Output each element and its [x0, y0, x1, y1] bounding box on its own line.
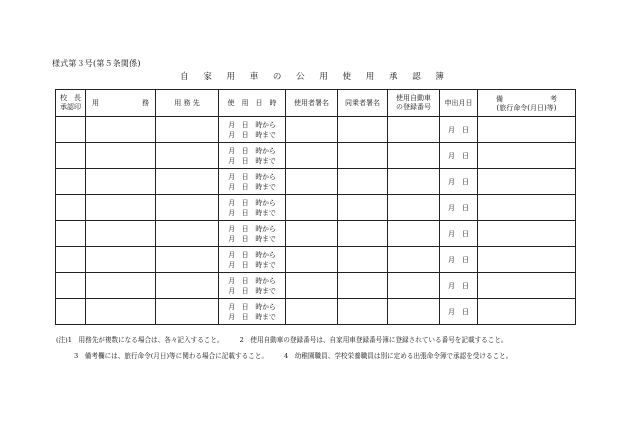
datetime-to: 月 日 時まで	[228, 286, 276, 295]
request-date-cell[interactable]: 月 日	[440, 169, 478, 195]
remarks-header-left: 備	[496, 94, 503, 103]
vehicle-registration-cell[interactable]	[388, 247, 440, 273]
table-row	[56, 143, 576, 169]
notes-line-1	[56, 332, 596, 348]
request-date-cell[interactable]: 月 日	[440, 247, 478, 273]
passenger-signature-cell[interactable]	[338, 273, 388, 299]
remarks-header-line2: (旅行命令(月日)等)	[496, 103, 557, 112]
vehicle-registration-header	[388, 90, 440, 117]
ledger-body	[56, 117, 576, 325]
datetime-from: 月 日 時から	[228, 276, 276, 285]
principal-seal-cell[interactable]	[56, 247, 86, 273]
destination-cell[interactable]	[156, 143, 219, 169]
remarks-cell[interactable]	[478, 195, 576, 221]
note-4: 4 幼稚園職員、学校栄養職員は別に定める出張命令簿で承認を受けること。	[283, 352, 513, 360]
remarks-cell[interactable]	[478, 299, 576, 325]
purpose-header	[86, 90, 156, 117]
request-date-cell[interactable]: 月 日	[440, 299, 478, 325]
remarks-header	[478, 90, 576, 117]
header-row	[56, 90, 576, 117]
datetime-to: 月 日 時まで	[228, 312, 276, 321]
purpose-cell[interactable]	[86, 221, 156, 247]
table-row	[56, 299, 576, 325]
purpose-cell[interactable]	[86, 299, 156, 325]
vehicle-registration-cell[interactable]	[388, 299, 440, 325]
destination-header: 用 務 先	[156, 90, 219, 117]
remarks-cell[interactable]	[478, 247, 576, 273]
purpose-cell[interactable]	[86, 169, 156, 195]
datetime-to: 月 日 時まで	[228, 234, 276, 243]
principal-seal-cell[interactable]	[56, 117, 86, 143]
datetime-to: 月 日 時まで	[228, 208, 276, 217]
datetime-from: 月 日 時から	[228, 198, 276, 207]
purpose-cell[interactable]	[86, 143, 156, 169]
datetime-cell[interactable]	[219, 247, 286, 273]
principal-seal-cell[interactable]	[56, 273, 86, 299]
user-signature-cell[interactable]	[286, 169, 338, 195]
purpose-cell[interactable]	[86, 273, 156, 299]
principal-seal-cell[interactable]	[56, 169, 86, 195]
destination-cell[interactable]	[156, 273, 219, 299]
datetime-cell[interactable]	[219, 195, 286, 221]
datetime-cell[interactable]	[219, 143, 286, 169]
vehicle-registration-cell[interactable]	[388, 117, 440, 143]
vehicle-registration-cell[interactable]	[388, 143, 440, 169]
request-date-cell[interactable]: 月 日	[440, 221, 478, 247]
datetime-from: 月 日 時から	[228, 120, 276, 129]
form-number: 様式第３号(第５条関係)	[52, 59, 141, 68]
vehicle-registration-cell[interactable]	[388, 169, 440, 195]
destination-cell[interactable]	[156, 117, 219, 143]
destination-cell[interactable]	[156, 299, 219, 325]
datetime-cell[interactable]	[219, 169, 286, 195]
remarks-cell[interactable]	[478, 169, 576, 195]
request-date-cell[interactable]: 月 日	[440, 195, 478, 221]
datetime-cell[interactable]	[219, 273, 286, 299]
vehicle-header-line1: 使用自動車	[396, 94, 431, 102]
purpose-header-right: 務	[142, 99, 149, 107]
user-signature-cell[interactable]	[286, 143, 338, 169]
datetime-from: 月 日 時から	[228, 302, 276, 311]
passenger-signature-cell[interactable]	[338, 117, 388, 143]
vehicle-header-line2: の登録番号	[396, 103, 431, 111]
principal-header-line2: 承認印	[60, 103, 81, 111]
remarks-cell[interactable]	[478, 143, 576, 169]
vehicle-registration-cell[interactable]	[388, 195, 440, 221]
purpose-cell[interactable]	[86, 247, 156, 273]
purpose-cell[interactable]	[86, 117, 156, 143]
note-3: 3 備考欄には、旅行命令(月日)等に関わる場合に記載すること。	[74, 352, 268, 360]
vehicle-registration-cell[interactable]	[388, 273, 440, 299]
datetime-from: 月 日 時から	[228, 250, 276, 259]
request-date-header: 申出月日	[440, 90, 478, 117]
destination-cell[interactable]	[156, 195, 219, 221]
principal-seal-cell[interactable]	[56, 299, 86, 325]
passenger-signature-header: 同乗者署名	[338, 90, 388, 117]
table-row	[56, 169, 576, 195]
remarks-cell[interactable]	[478, 273, 576, 299]
datetime-header: 使 用 日 時	[219, 90, 286, 117]
purpose-cell[interactable]	[86, 195, 156, 221]
table-row	[56, 195, 576, 221]
note-1: (注)1 用務先が複数になる場合は、各々記入すること。	[56, 336, 224, 344]
request-date-cell[interactable]: 月 日	[440, 143, 478, 169]
remarks-header-right: 考	[550, 94, 557, 103]
user-signature-cell[interactable]	[286, 299, 338, 325]
principal-approval-header	[56, 90, 86, 117]
datetime-to: 月 日 時まで	[228, 130, 276, 139]
user-signature-cell[interactable]	[286, 273, 338, 299]
user-signature-cell[interactable]	[286, 195, 338, 221]
datetime-from: 月 日 時から	[228, 172, 276, 181]
user-signature-cell[interactable]	[286, 221, 338, 247]
datetime-from: 月 日 時から	[228, 146, 276, 155]
destination-cell[interactable]	[156, 221, 219, 247]
principal-seal-cell[interactable]	[56, 143, 86, 169]
principal-header-line1: 校 長	[60, 94, 81, 102]
user-signature-cell[interactable]	[286, 117, 338, 143]
datetime-from: 月 日 時から	[228, 224, 276, 233]
request-date-cell[interactable]: 月 日	[440, 273, 478, 299]
remarks-cell[interactable]	[478, 221, 576, 247]
datetime-to: 月 日 時まで	[228, 182, 276, 191]
passenger-signature-cell[interactable]	[338, 169, 388, 195]
passenger-signature-cell[interactable]	[338, 143, 388, 169]
destination-cell[interactable]	[156, 247, 219, 273]
remarks-cell[interactable]	[478, 117, 576, 143]
datetime-to: 月 日 時まで	[228, 156, 276, 165]
note-2: 2 使用自動車の登録番号は、自家用車登録番号簿に登録されている番号を記載すること。	[239, 336, 508, 344]
datetime-to: 月 日 時まで	[228, 260, 276, 269]
datetime-cell[interactable]	[219, 117, 286, 143]
document-title: 自 家 用 車 の 公 用 使 用 承 認 簿	[180, 72, 450, 82]
table-row	[56, 221, 576, 247]
table-row	[56, 273, 576, 299]
notes-line-2	[56, 348, 596, 364]
passenger-signature-cell[interactable]	[338, 221, 388, 247]
vehicle-registration-cell[interactable]	[388, 221, 440, 247]
footnotes	[56, 332, 596, 364]
principal-seal-cell[interactable]	[56, 195, 86, 221]
table-row	[56, 117, 576, 143]
datetime-cell[interactable]	[219, 221, 286, 247]
request-date-cell[interactable]: 月 日	[440, 117, 478, 143]
principal-seal-cell[interactable]	[56, 221, 86, 247]
destination-cell[interactable]	[156, 169, 219, 195]
user-signature-header: 使用者署名	[286, 90, 338, 117]
user-signature-cell[interactable]	[286, 247, 338, 273]
passenger-signature-cell[interactable]	[338, 299, 388, 325]
datetime-cell[interactable]	[219, 299, 286, 325]
approval-ledger-table	[55, 89, 576, 325]
table-row	[56, 247, 576, 273]
passenger-signature-cell[interactable]	[338, 195, 388, 221]
passenger-signature-cell[interactable]	[338, 247, 388, 273]
purpose-header-left: 用	[92, 99, 99, 107]
